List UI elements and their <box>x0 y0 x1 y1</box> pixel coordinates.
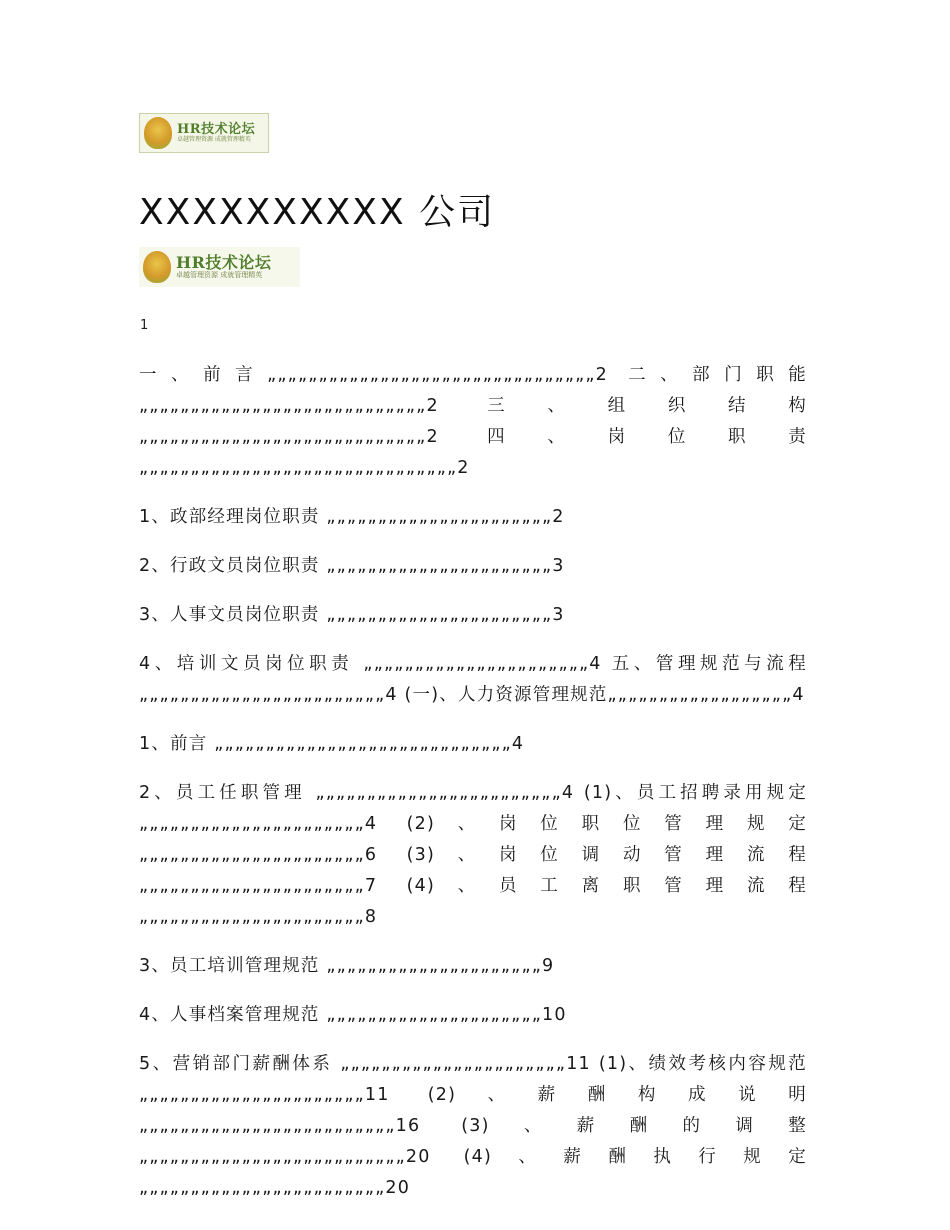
toc-entry: 2、行政文员岗位职责 „„„„„„„„„„„„„„„„„„„„„„3 <box>139 556 565 576</box>
toc-entry: 3、员工培训管理规范 „„„„„„„„„„„„„„„„„„„„„9 <box>139 956 555 976</box>
toc-entry: 一、前言„„„„„„„„„„„„„„„„„„„„„„„„„„„„„„„„2 二、部门职能„„„„„„„„„„„„„„„„„„„„„„„„„„„„2 三、组织结构„„„„„„„„„„„„„„„„„„„„„„„„„„„„2 四、岗位职责„„„„„„„„„„„„„„„„„„„„„„„„„„„„„„„2 <box>139 365 807 478</box>
logo-sub-text: 卓越管理资源 成就管理精英 <box>177 135 251 143</box>
toc-entry: 3、人事文员岗位职责 „„„„„„„„„„„„„„„„„„„„„„3 <box>139 605 565 625</box>
toc-entry: 1、前言 „„„„„„„„„„„„„„„„„„„„„„„„„„„„„4 <box>139 734 525 754</box>
logo-emblem-icon <box>144 117 172 149</box>
page-number: 1 <box>140 318 149 333</box>
hr-forum-logo-secondary <box>139 247 300 287</box>
toc-entry: 5、营销部门薪酬体系 „„„„„„„„„„„„„„„„„„„„„„11 (1)、绩效考核内容规范 „„„„„„„„„„„„„„„„„„„„„„11 (2)、薪酬构成说明 „„„„„„„„„„„„„„„„„„„„„„„„„16 (3)、薪酬的调整 „„„„„„„„„„„„„„„„„„„„„„„„„„20 (4)、薪酬执行规定 „„„„„„„„„„„„„„„„„„„„„„„„20 <box>139 1054 807 1198</box>
toc-entry: 4、人事档案管理规范 „„„„„„„„„„„„„„„„„„„„„10 <box>139 1005 567 1025</box>
logo-text <box>176 254 271 279</box>
logo-emblem-icon <box>143 251 171 283</box>
hr-forum-logo <box>139 113 269 153</box>
toc-entry: 1、政部经理岗位职责 „„„„„„„„„„„„„„„„„„„„„„2 <box>139 507 565 527</box>
document-title: XXXXXXXXXX 公司 <box>139 192 496 233</box>
logo-text <box>177 123 255 144</box>
table-of-contents <box>139 360 807 1222</box>
toc-entry: 2、员工任职管理 „„„„„„„„„„„„„„„„„„„„„„„„4 (1)、员工招聘录用规定 „„„„„„„„„„„„„„„„„„„„„„4 (2)、岗位职位管理规定 „„„„„„„„„„„„„„„„„„„„„„6 (3)、岗位调动管理流程 „„„„„„„„„„„„„„„„„„„„„„7 (4)、员工离职管理流程 „„„„„„„„„„„„„„„„„„„„„„8 <box>139 783 807 927</box>
logo-main-text: HR技术论坛 <box>176 253 272 273</box>
logo-sub-text: 卓越管理资源 成就管理精英 <box>176 270 263 279</box>
logo-main-text: HR技术论坛 <box>177 121 256 137</box>
toc-entry: 4、培训文员岗位职责 „„„„„„„„„„„„„„„„„„„„„„4 五、管理规范与流程„„„„„„„„„„„„„„„„„„„„„„„„4 (一)、人力资源管理规范„„„„„„„„„„„„„„„„„„4 <box>139 654 807 705</box>
